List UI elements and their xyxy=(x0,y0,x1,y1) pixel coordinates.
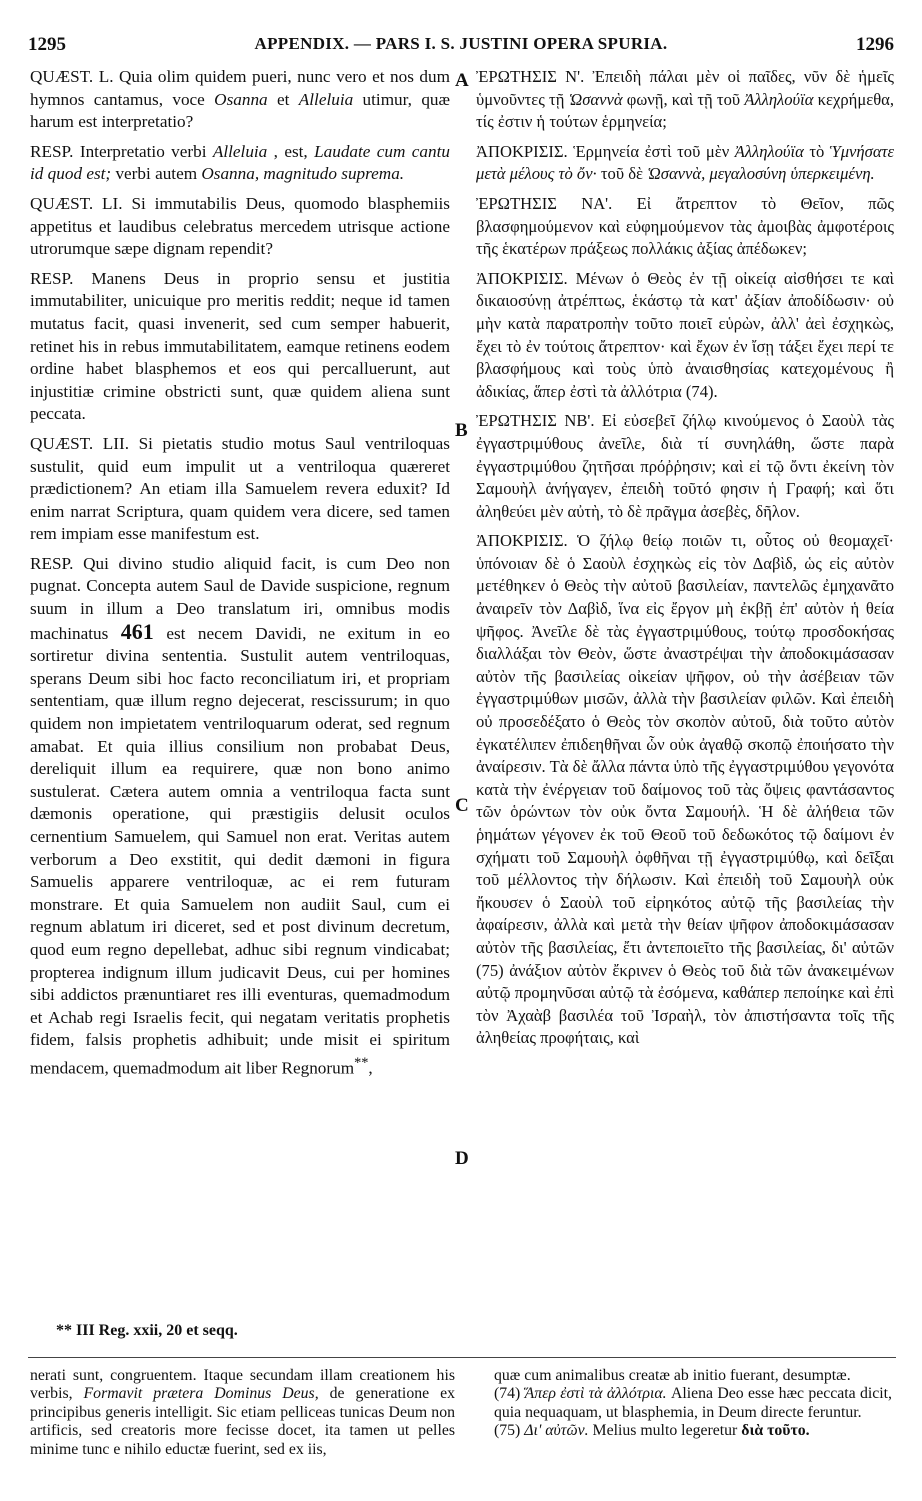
section-marker-c: C xyxy=(455,795,469,816)
bottom-note-right xyxy=(494,1367,892,1441)
greek-question-51: ἘΡΩΤΗΣΙΣ ΝΑ'. Εἰ ἄτρεπτον τὸ Θεῖον, πῶς βλασφημούμενον καὶ εὐφημούμενον τὰς ἀμοιβὰς ἀμφοτέροις τῆς ἑκατέρων πράξεως πολλάκις ἀξίας ἀπέδωκεν; xyxy=(476,193,894,259)
page-number-right: 1296 xyxy=(856,34,894,55)
greek-response-50: ἈΠΟΚΡΙΣΙΣ. Ἑρμηνεία ἐστὶ τοῦ μὲν Ἀλληλούϊα τὸ Ὑμνήσατε μετὰ μέλους τὸ ὄν· τοῦ δὲ Ὡσαννὰ, μεγαλοσύνη ὑπερκειμένη. xyxy=(476,141,895,184)
section-marker-a: A xyxy=(455,70,469,91)
running-head: APPENDIX. — PARS I. S. JUSTINI OPERA SPURIA. xyxy=(254,34,668,53)
footnote: ** III Reg. xxii, 20 et seqq. xyxy=(56,1322,238,1339)
latin-question-52: QUÆST. LII. Si pietatis studio motus Saul ventriloquas sustulit, quid eum impulit ut a ventriloqua quæreret prædictionem? An etiam illa Samuelem revera eduxit? Id enim narrat Scriptura, quam quidem vera dicere, sed tamen rem impiam esse manifestum est. xyxy=(30,433,450,544)
latin-response-52: RESP. Qui divino studio aliquid facit, is cum Deo non pugnat. Concepta autem Saul de Davide suspicione, regnum suum in illum a Deo translatum iri, omnibus modis machinatus 461 est necem Davidi, ne exitum in eo sortiretur divina sententia. Sustulit autem ventriloquas, sperans Deum sibi hoc facto reconciliatum iri, et propriam sententiam, quæ illum regno dejecerat, rescissurum; in quo quidem non impietatem ventriloquarum oderat, sed regnum amabat. Et quia illius consilium non probabat Deus, dereliquit illum ea requirere, quæ non bono animo sustulerat. Cætera autem omnia a ventriloqua facta sunt dæmonis operatione, qui præstigiis delusit oculos cernentium Samuelem, qui Samuel non erat. Veritas autem verborum a Deo exstitit, qui dedit dæmoni in figura Samuelis apparere ventriloquæ, ac ei rem futuram monstrare. Et quia Samuelem non audiit Saul, cum ei regnum ablatum iri diceret, sed et post divinum decretum, quod eum regno depellebat, adhuc sibi regnum vindicabat; propterea indignum illum judicavit Deus, cui per homines sibi addictos prænuntiaret res illi eventuras, quemadmodum et Achab regi Israelis fecit, qui negatam veritatis prophetis fidem, falsis prophetis adhibuit; unde misit ei spiritum mendacem, quemadmodum ait liber Regnorum**, xyxy=(30,553,450,1078)
note-74: (74) Ἅπερ ἐστὶ τὰ ἀλλότρια. Aliena Deo esse hæc peccata dicit, quia nequaquam, ut blasphemia, in Deum directe feruntur. xyxy=(494,1385,892,1421)
note-continuation: quæ cum animalibus creatæ ab initio fuerant, desumptæ. xyxy=(494,1367,851,1384)
greek-response-52: ἈΠΟΚΡΙΣΙΣ. Ὁ ζήλῳ θείῳ ποιῶν τι, οὗτος οὐ θεομαχεῖ· ὑπόνοιαν δὲ ὁ Σαοὺλ ἐσχηκὼς εἰς τὸν Δαβὶδ, ὡς εἰς αὐτὸν μετέθηκεν ὁ Θεὸς τὴν αὐτοῦ βασιλείαν, παντελῶς ἐμηχανᾶτο ἀναιρεῖν τὸν Δαβὶδ, ἵνα εἰς ἔργον μὴ ἐκβῇ ἐπ' αὐτὸν ἡ θεία ψῆφος. Ἀνεῖλε δὲ τὰς ἐγγαστριμύθους, τούτῳ προσδοκήσας διαλλάξαι τὸν Θεὸν, ὥστε ἀναστρέψαι τὴν ἀποδοκιμάσασαν αὐτὸν τῆς βασιλείας οἰκείαν ψῆφον, οὐ τὴν ἀσέβειαν τῶν ἐγγαστριμύθων μισῶν, ἀλλὰ τὴν βασιλείαν φιλῶν. Καὶ ἐπειδὴ οὐ προσεδέξατο ὁ Θεὸς τὸν σκοπὸν αὐτοῦ, διὰ τοῦτο αὐτὸν ἐγκατέλιπεν ἐπιδεηθῆναι ὧν οὐκ ἀγαθῷ σκοπῷ ἐποιήσατο τὴν ἀναίρεσιν. Τὰ δὲ ἄλλα πάντα ὑπὸ τῆς ἐγγαστριμύθου γεγονότα κατὰ τὴν ἐνέργειαν τοῦ δαίμονος τοῦ τὰς ὄψεις φαντάσαντος τῶν ὁρώντων τὸν οὐκ ὄντα Σαμουήλ. Ἡ δὲ ἀλήθεια τῶν ῥημάτων γέγονεν ἐκ τοῦ Θεοῦ τοῦ δεδωκότος τῷ δαίμονι ἐν σχήματι τοῦ Σαμουὴλ ὀφθῆναι τῇ ἐγγαστριμύθῳ, καὶ δεῖξαι τοῦ μέλλοντος τὴν δήλωσιν. Καὶ ἐπειδὴ τοῦ Σαμουὴλ οὐκ ἤκουσεν ὁ Σαοὺλ τοῦ εἰρηκότος αὐτῷ τῆς βασιλείας τὴν ἀφαίρεσιν, ἀλλὰ καὶ μετὰ τὴν θείαν ψῆφον ἀποδοκιμάσασαν αὐτὸν τῆς βασιλείας, ἔτι ἀντεποιεῖτο τῆς βασιλείας, δι' αὐτῶν (75) ἀνάξιον αὐτὸν ἔκρινεν ὁ Θεὸς τοῦ διὰ τῶν ἀνακειμένων αὐτῷ προμηνῦσαι αὐτῷ τὰ ἐσόμενα, καθάπερ πεποίηκε καὶ ἐπὶ τὸν Ἀχαὰβ βασιλέα τοῦ Ἰσραὴλ, τὸν ἀπιστήσαντα τοῖς τῆς ἀληθείας προφήταις, καὶ xyxy=(476,531,894,1048)
greek-response-51: ἈΠΟΚΡΙΣΙΣ. Μένων ὁ Θεὸς ἐν τῇ οἰκείᾳ αἰσθήσει τε καὶ δικαιοσύνῃ ἀτρέπτως, ἑκάστῳ τὰ κατ' ἀξίαν ἀποδίδωσιν· οὐ μὴν κατὰ παρατροπὴν τοῦτο ποιεῖ εὑρὼν, ἀλλ' ἀεὶ ἐσχηκὼς, ἔχει τὸ ἐν τούτοις ἄτρεπτον· καὶ ἔχων ἐν ἴσῃ τάξει ἔχει περί τε βλασφήμους καὶ τοὺς ὑπὸ ἀναισθησίας κατεχομένους ἢ ἀδικίας, ἅπερ ἐστὶ τὰ ἀλλότρια (74). xyxy=(476,268,894,401)
greek-question-52: ἘΡΩΤΗΣΙΣ ΝΒ'. Εἰ εὐσεβεῖ ζήλῳ κινούμενος ὁ Σαοὺλ τὰς ἐγγαστριμύθους ἀνεῖλε, διὰ τί συνηλάθη, ὥστε παρὰ ἐγγαστριμύθου ζητῆσαι πρόῤῥησιν; καὶ εἰ τῷ ὄντι ἐκείνη τὸν Σαμουὴλ ἀνήγαγεν, ἐπειδὴ τοῦτό φησιν ἡ Γραφή; καὶ ὅτι ἀληθεύει μὲν αὐτὴ, τὸ δὲ πρᾶγμα ἀσεβὲς, δῆλον. xyxy=(476,411,894,521)
footnote-reference: ** xyxy=(354,1054,369,1071)
migne-column-number: 461 xyxy=(120,618,154,644)
section-marker-b: B xyxy=(455,420,468,441)
section-marker-d: D xyxy=(455,1148,469,1169)
latin-response-51: RESP. Manens Deus in proprio sensu et justitia immutabiliter, unicuique pro meritis reddit; neque id tamen mutatus facit, quasi invenerit, sed cum semper habuerit, retinet his in rebus immutabilitatem, eamque retinens eodem ordine habet blasphemos et eos qui percalluerunt, aut injustitiæ crimine obstricti sunt, quæ quidem aliena sunt peccata. xyxy=(30,268,450,424)
note-75: (75) Δι' αὐτῶν. Melius multo legeretur διὰ τοῦτο. xyxy=(494,1422,810,1440)
page-number-left: 1295 xyxy=(28,34,66,55)
page-header xyxy=(28,34,894,60)
bottom-note-left: nerati sunt, congruentem. Itaque secundam illam creationem his verbis, Formavit prætera Dominus Deus, de generatione ex principibus generis intelligit. Sic etiam pelliceas tunicas Deum non artificis, sed creatoris more fecisse docet, ita tamen ut pelles minime tunc e nihilo eductæ fuerint, sed ex iis, xyxy=(30,1367,455,1458)
greek-column xyxy=(476,66,894,1057)
latin-column xyxy=(30,66,450,1087)
latin-question-51: QUÆST. LI. Si immutabilis Deus, quomodo blasphemiis appetitus et laudibus celebratus mercedem utrisque actione utrorumque sæpe dignam rependit? xyxy=(30,193,450,259)
footnote-divider xyxy=(28,1357,896,1358)
latin-question-50: QUÆST. L. Quia olim quidem pueri, nunc vero et nos dum hymnos cantamus, voce Osanna et Alleluia utimur, quæ harum est interpretatio? xyxy=(30,67,450,132)
latin-response-50: RESP. Interpretatio verbi Alleluia , est, Laudate cum cantu id quod est; verbi autem Osanna, magnitudo suprema. xyxy=(30,141,450,184)
greek-question-50: ἘΡΩΤΗΣΙΣ Ν'. Ἐπειδὴ πάλαι μὲν οἱ παῖδες, νῦν δὲ ἡμεῖς ὑμνοῦντες τῇ Ὡσαννὰ φωνῇ, καὶ τῇ τοῦ Ἀλληλούϊα κεχρήμεθα, τίς ἐστιν ἡ τούτων ἑρμηνεία; xyxy=(476,67,894,132)
